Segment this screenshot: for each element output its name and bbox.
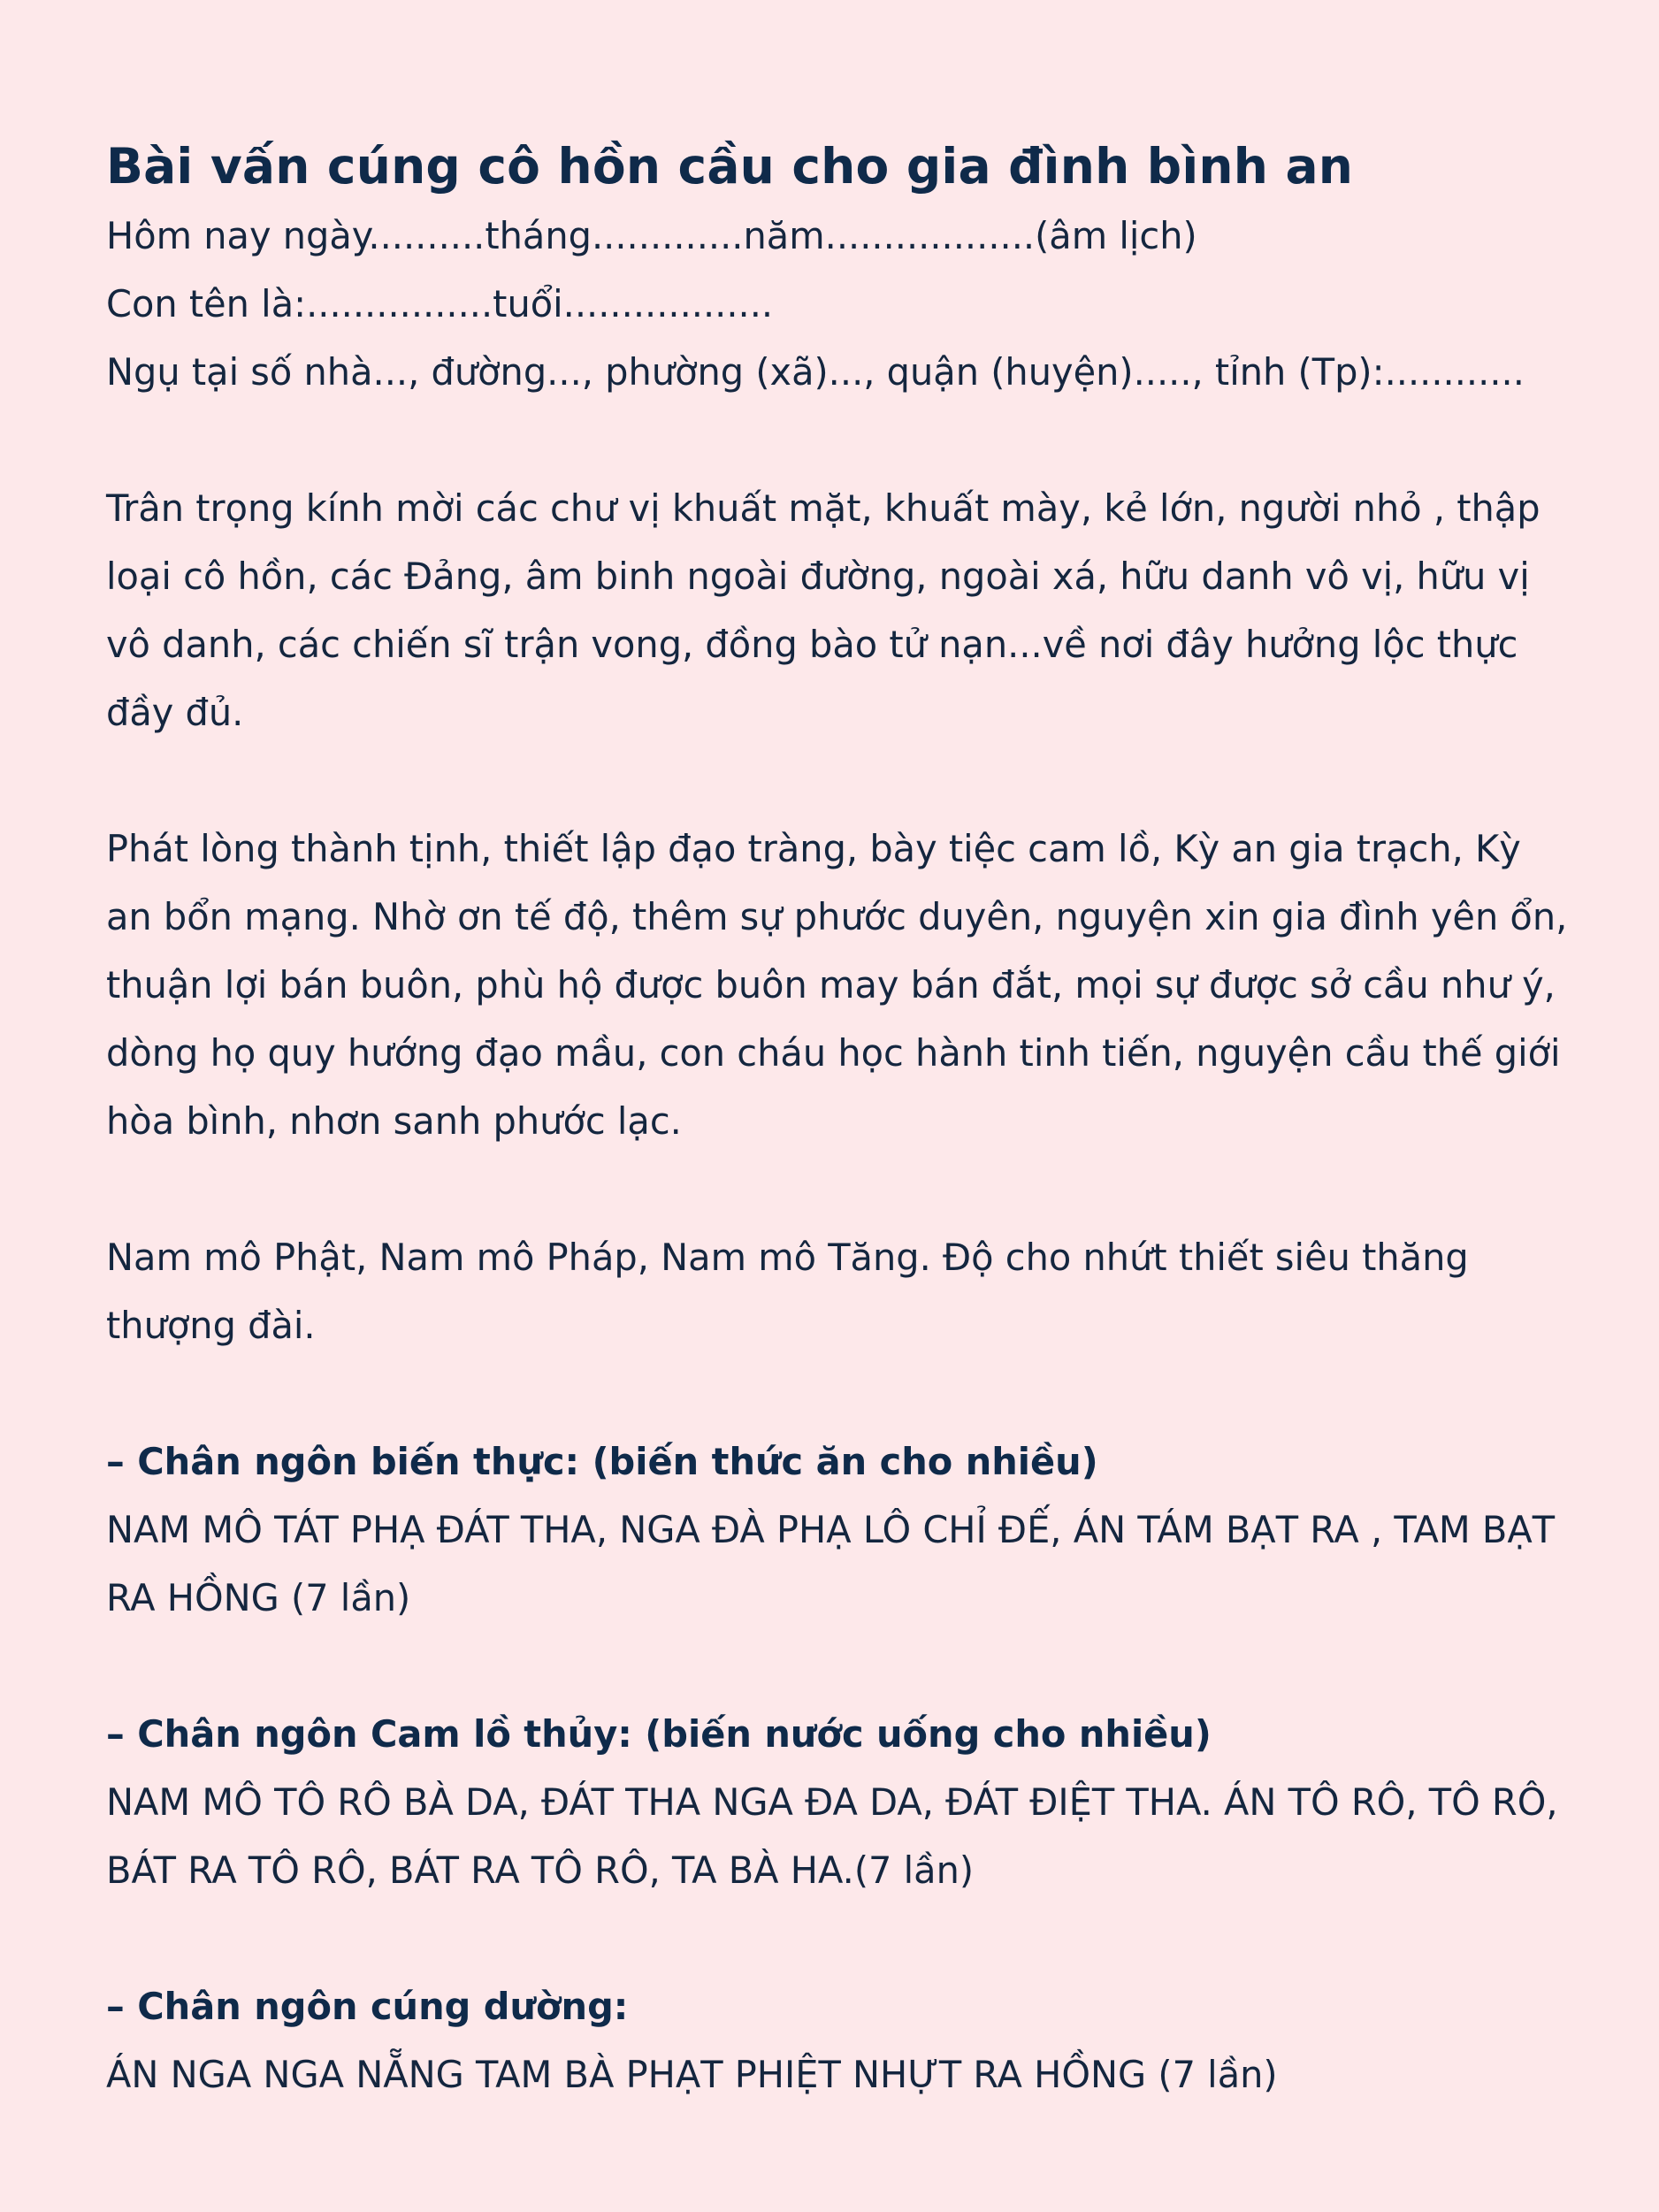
mantra-text-water: NAM MÔ TÔ RÔ BÀ DA, ĐÁT THA NGA ĐA DA, ĐÁT ĐIỆT THA. ÁN TÔ RÔ, TÔ RÔ, BÁT RA TÔ RÔ, BÁT RA TÔ RÔ, TA BÀ HA.(7 lần) bbox=[106, 1780, 1558, 1892]
mantra-heading-water: – Chân ngôn Cam lồ thủy: (biến nước uống cho nhiều) bbox=[106, 1712, 1212, 1756]
mantra-text-offering: ÁN NGA NGA NẴNG TAM BÀ PHẠT PHIỆT NHỰT RA HỒNG (7 lần) bbox=[106, 2053, 1278, 2096]
name-line: Con tên là:................tuổi.................. bbox=[106, 282, 774, 325]
document-title: Bài vấn cúng cô hồn cầu cho gia đình bình an bbox=[106, 138, 1354, 195]
spacer bbox=[106, 1632, 1574, 1700]
wish-paragraph: Phát lòng thành tịnh, thiết lập đạo tràng, bày tiệc cam lồ, Kỳ an gia trạch, Kỳ an bổn mạng. Nhờ ơn tế độ, thêm sự phước duyên, nguyện xin gia đình yên ổn, thuận lợi bán buôn, phù hộ được buôn may bán đắt, mọi sự được sở cầu như ý, dòng họ quy hướng đạo mầu, con cháu học hành tinh tiến, nguyện cầu thế giới hòa bình, nhơn sanh phước lạc. bbox=[106, 827, 1568, 1143]
spacer bbox=[106, 746, 1574, 815]
document-page bbox=[106, 131, 1574, 2109]
spacer bbox=[106, 1359, 1574, 1427]
spacer bbox=[106, 1904, 1574, 1972]
date-line: Hôm nay ngày..........tháng.............năm..................(âm lịch) bbox=[106, 214, 1197, 257]
spacer bbox=[106, 1155, 1574, 1223]
address-line: Ngụ tại số nhà..., đường..., phường (xã)..., quận (huyện)....., tỉnh (Tp):............ bbox=[106, 350, 1525, 394]
mantra-heading-offering: – Chân ngôn cúng dường: bbox=[106, 1985, 629, 2028]
closing-paragraph: Nam mô Phật, Nam mô Pháp, Nam mô Tăng. Độ cho nhứt thiết siêu thăng thượng đài. bbox=[106, 1236, 1469, 1347]
mantra-heading-food: – Chân ngôn biến thực: (biến thức ăn cho nhiều) bbox=[106, 1440, 1098, 1483]
mantra-text-food: NAM MÔ TÁT PHẠ ĐÁT THA, NGA ĐÀ PHẠ LÔ CHỈ ĐẾ, ÁN TÁM BẠT RA , TAM BẠT RA HỒNG (7 lần) bbox=[106, 1508, 1556, 1619]
spacer bbox=[106, 406, 1574, 474]
invitation-paragraph: Trân trọng kính mời các chư vị khuất mặt, khuất mày, kẻ lớn, người nhỏ , thập loại cô hồn, các Đảng, âm binh ngoài đường, ngoài xá, hữu danh vô vị, hữu vị vô danh, các chiến sĩ trận vong, đồng bào tử nạn...về nơi đây hưởng lộc thực đầy đủ. bbox=[106, 486, 1540, 734]
